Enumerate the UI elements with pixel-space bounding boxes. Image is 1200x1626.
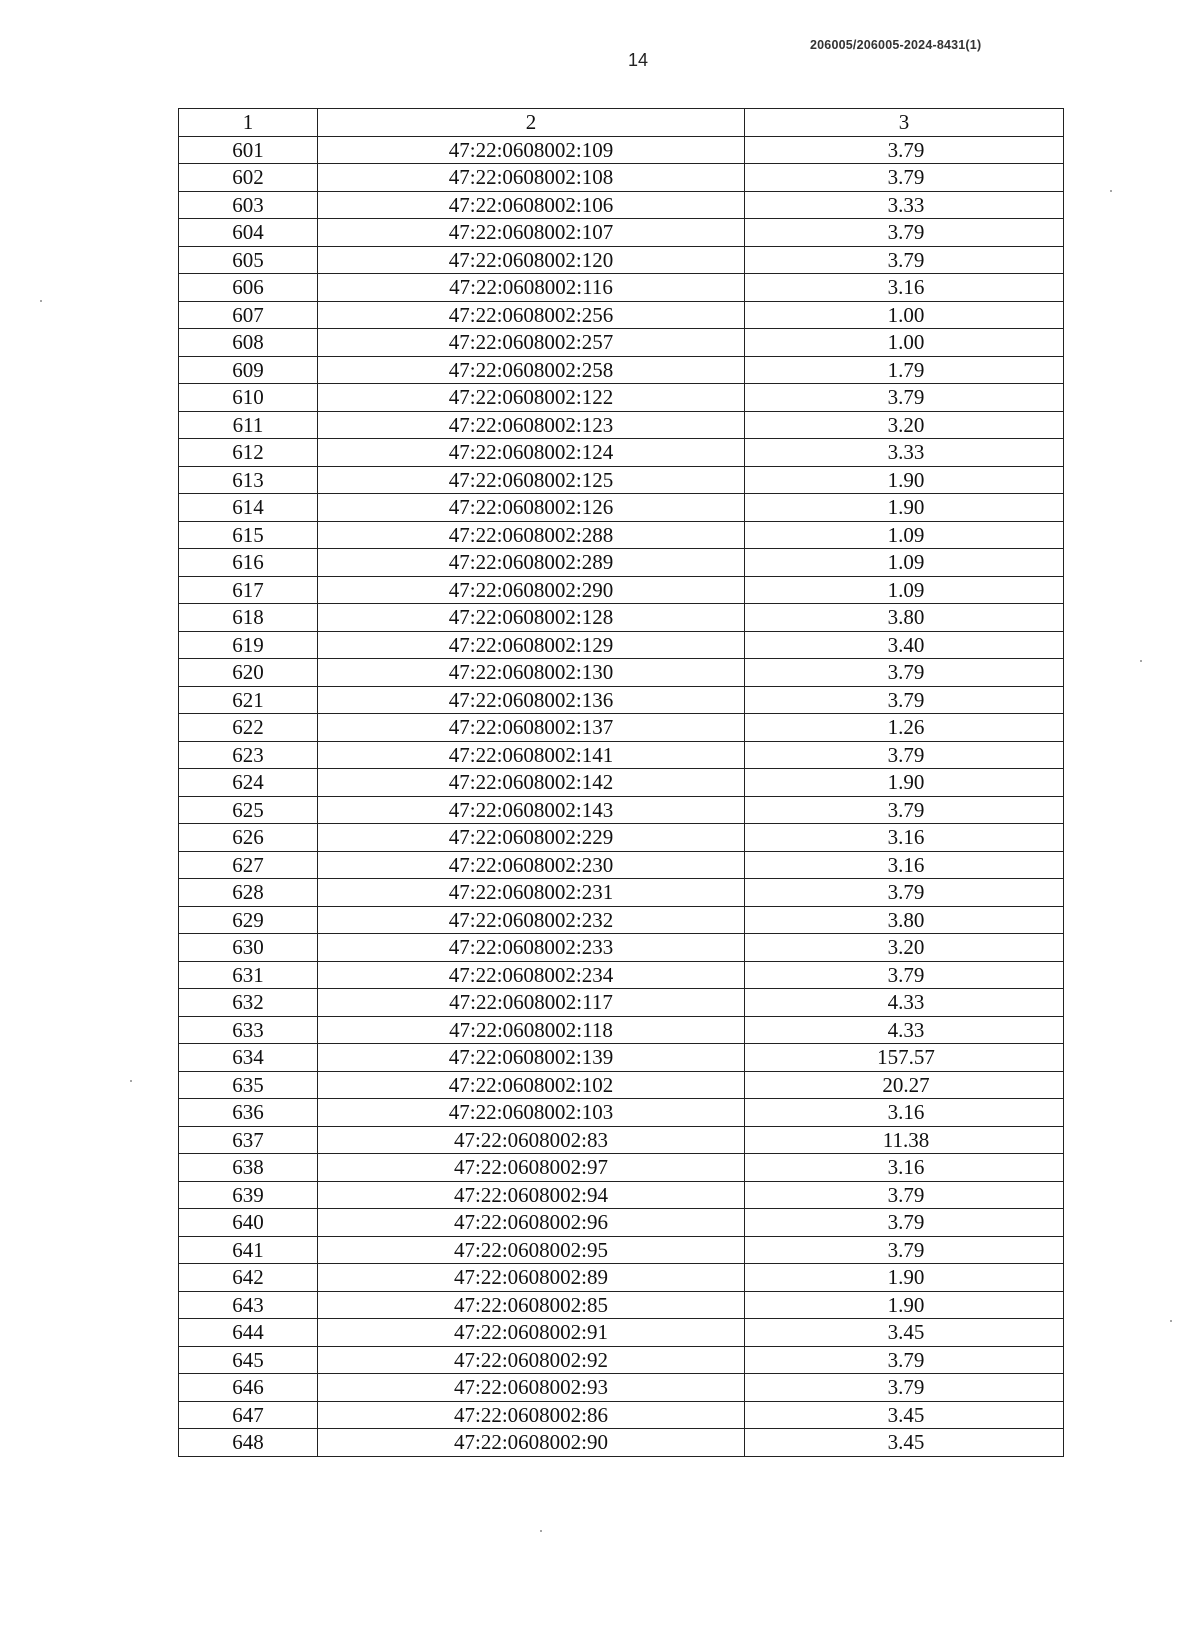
row-number-cell: 623 — [179, 741, 318, 769]
table-row — [179, 274, 1064, 302]
table-row — [179, 576, 1064, 604]
table-row — [179, 989, 1064, 1017]
table-row — [179, 824, 1064, 852]
row-number-cell: 648 — [179, 1429, 318, 1457]
value-cell: 3.40 — [745, 631, 1064, 659]
cadastral-number-cell: 47:22:0608002:136 — [318, 686, 745, 714]
cadastral-number-cell: 47:22:0608002:102 — [318, 1071, 745, 1099]
document-reference: 206005/206005-2024-8431(1) — [810, 38, 982, 52]
value-cell: 3.45 — [745, 1319, 1064, 1347]
cadastral-number-cell: 47:22:0608002:288 — [318, 521, 745, 549]
value-cell: 20.27 — [745, 1071, 1064, 1099]
row-number-cell: 626 — [179, 824, 318, 852]
table-row — [179, 1044, 1064, 1072]
cadastral-number-cell: 47:22:0608002:123 — [318, 411, 745, 439]
scan-speck — [1140, 660, 1142, 662]
value-cell: 1.09 — [745, 576, 1064, 604]
cadastral-number-cell: 47:22:0608002:89 — [318, 1264, 745, 1292]
table-row — [179, 741, 1064, 769]
table-row — [179, 549, 1064, 577]
value-cell: 1.79 — [745, 356, 1064, 384]
table-row — [179, 1016, 1064, 1044]
cadastral-number-cell: 47:22:0608002:128 — [318, 604, 745, 632]
table-row — [179, 1099, 1064, 1127]
value-cell: 3.79 — [745, 741, 1064, 769]
row-number-cell: 601 — [179, 136, 318, 164]
value-cell: 1.90 — [745, 466, 1064, 494]
row-number-cell: 619 — [179, 631, 318, 659]
row-number-cell: 625 — [179, 796, 318, 824]
cadastral-number-cell: 47:22:0608002:83 — [318, 1126, 745, 1154]
value-cell: 3.79 — [745, 164, 1064, 192]
row-number-cell: 633 — [179, 1016, 318, 1044]
cadastral-number-cell: 47:22:0608002:232 — [318, 906, 745, 934]
cadastral-number-cell: 47:22:0608002:116 — [318, 274, 745, 302]
cadastral-number-cell: 47:22:0608002:130 — [318, 659, 745, 687]
value-cell: 3.79 — [745, 961, 1064, 989]
row-number-cell: 622 — [179, 714, 318, 742]
cadastral-number-cell: 47:22:0608002:109 — [318, 136, 745, 164]
value-cell: 3.79 — [745, 246, 1064, 274]
cadastral-number-cell: 47:22:0608002:141 — [318, 741, 745, 769]
table-row — [179, 439, 1064, 467]
cadastral-number-cell: 47:22:0608002:93 — [318, 1374, 745, 1402]
row-number-cell: 647 — [179, 1401, 318, 1429]
row-number-cell: 631 — [179, 961, 318, 989]
cadastral-number-cell: 47:22:0608002:125 — [318, 466, 745, 494]
table-row — [179, 219, 1064, 247]
value-cell: 3.79 — [745, 1374, 1064, 1402]
row-number-cell: 624 — [179, 769, 318, 797]
value-cell: 3.45 — [745, 1401, 1064, 1429]
value-cell: 1.26 — [745, 714, 1064, 742]
cadastral-number-cell: 47:22:0608002:233 — [318, 934, 745, 962]
table-row — [179, 1071, 1064, 1099]
value-cell: 3.79 — [745, 1209, 1064, 1237]
table-row — [179, 521, 1064, 549]
table-row — [179, 879, 1064, 907]
value-cell: 3.20 — [745, 411, 1064, 439]
scan-speck — [130, 1080, 132, 1082]
cadastral-number-cell: 47:22:0608002:124 — [318, 439, 745, 467]
value-cell: 11.38 — [745, 1126, 1064, 1154]
row-number-cell: 613 — [179, 466, 318, 494]
row-number-cell: 608 — [179, 329, 318, 357]
column-header-2: 2 — [318, 109, 745, 137]
table-row — [179, 384, 1064, 412]
row-number-cell: 604 — [179, 219, 318, 247]
row-number-cell: 612 — [179, 439, 318, 467]
table-row — [179, 961, 1064, 989]
table-row — [179, 1291, 1064, 1319]
row-number-cell: 639 — [179, 1181, 318, 1209]
row-number-cell: 607 — [179, 301, 318, 329]
row-number-cell: 611 — [179, 411, 318, 439]
value-cell: 3.16 — [745, 1154, 1064, 1182]
cadastral-number-cell: 47:22:0608002:108 — [318, 164, 745, 192]
value-cell: 3.79 — [745, 1181, 1064, 1209]
value-cell: 4.33 — [745, 989, 1064, 1017]
value-cell: 3.80 — [745, 604, 1064, 632]
row-number-cell: 615 — [179, 521, 318, 549]
row-number-cell: 620 — [179, 659, 318, 687]
table-row — [179, 164, 1064, 192]
cadastral-number-cell: 47:22:0608002:231 — [318, 879, 745, 907]
cadastral-number-cell: 47:22:0608002:290 — [318, 576, 745, 604]
table-row — [179, 1374, 1064, 1402]
cadastral-number-cell: 47:22:0608002:142 — [318, 769, 745, 797]
table-row — [179, 631, 1064, 659]
value-cell: 157.57 — [745, 1044, 1064, 1072]
value-cell: 3.79 — [745, 796, 1064, 824]
row-number-cell: 606 — [179, 274, 318, 302]
value-cell: 3.16 — [745, 824, 1064, 852]
scan-speck — [1110, 190, 1112, 192]
row-number-cell: 629 — [179, 906, 318, 934]
value-cell: 3.20 — [745, 934, 1064, 962]
value-cell: 3.79 — [745, 686, 1064, 714]
table-row — [179, 356, 1064, 384]
cadastral-number-cell: 47:22:0608002:289 — [318, 549, 745, 577]
cadastral-number-cell: 47:22:0608002:122 — [318, 384, 745, 412]
row-number-cell: 616 — [179, 549, 318, 577]
cadastral-number-cell: 47:22:0608002:97 — [318, 1154, 745, 1182]
cadastral-number-cell: 47:22:0608002:117 — [318, 989, 745, 1017]
row-number-cell: 636 — [179, 1099, 318, 1127]
cadastral-number-cell: 47:22:0608002:94 — [318, 1181, 745, 1209]
row-number-cell: 610 — [179, 384, 318, 412]
cadastral-number-cell: 47:22:0608002:230 — [318, 851, 745, 879]
table-row — [179, 494, 1064, 522]
parcel-table — [178, 108, 1064, 1457]
table-row — [179, 1429, 1064, 1457]
value-cell: 3.33 — [745, 439, 1064, 467]
value-cell: 3.16 — [745, 1099, 1064, 1127]
value-cell: 1.90 — [745, 1291, 1064, 1319]
row-number-cell: 635 — [179, 1071, 318, 1099]
value-cell: 3.79 — [745, 219, 1064, 247]
value-cell: 1.09 — [745, 521, 1064, 549]
row-number-cell: 643 — [179, 1291, 318, 1319]
row-number-cell: 640 — [179, 1209, 318, 1237]
row-number-cell: 627 — [179, 851, 318, 879]
row-number-cell: 617 — [179, 576, 318, 604]
value-cell: 4.33 — [745, 1016, 1064, 1044]
cadastral-number-cell: 47:22:0608002:103 — [318, 1099, 745, 1127]
row-number-cell: 602 — [179, 164, 318, 192]
table-body — [179, 136, 1064, 1456]
value-cell: 3.79 — [745, 659, 1064, 687]
cadastral-number-cell: 47:22:0608002:96 — [318, 1209, 745, 1237]
row-number-cell: 609 — [179, 356, 318, 384]
header-row — [179, 109, 1064, 137]
cadastral-number-cell: 47:22:0608002:139 — [318, 1044, 745, 1072]
row-number-cell: 644 — [179, 1319, 318, 1347]
table-row — [179, 1126, 1064, 1154]
table-row — [179, 1319, 1064, 1347]
cadastral-number-cell: 47:22:0608002:143 — [318, 796, 745, 824]
cadastral-number-cell: 47:22:0608002:234 — [318, 961, 745, 989]
scan-speck — [40, 300, 42, 302]
row-number-cell: 614 — [179, 494, 318, 522]
cadastral-number-cell: 47:22:0608002:118 — [318, 1016, 745, 1044]
cadastral-number-cell: 47:22:0608002:107 — [318, 219, 745, 247]
row-number-cell: 642 — [179, 1264, 318, 1292]
value-cell: 1.90 — [745, 769, 1064, 797]
value-cell: 3.79 — [745, 1346, 1064, 1374]
table-header — [179, 109, 1064, 137]
table-row — [179, 1236, 1064, 1264]
cadastral-number-cell: 47:22:0608002:258 — [318, 356, 745, 384]
table-row — [179, 851, 1064, 879]
cadastral-number-cell: 47:22:0608002:95 — [318, 1236, 745, 1264]
value-cell: 1.00 — [745, 301, 1064, 329]
cadastral-number-cell: 47:22:0608002:137 — [318, 714, 745, 742]
table-row — [179, 136, 1064, 164]
table-row — [179, 796, 1064, 824]
page-number: 14 — [628, 50, 649, 70]
cadastral-number-cell: 47:22:0608002:129 — [318, 631, 745, 659]
table-row — [179, 1181, 1064, 1209]
row-number-cell: 618 — [179, 604, 318, 632]
cadastral-number-cell: 47:22:0608002:91 — [318, 1319, 745, 1347]
row-number-cell: 638 — [179, 1154, 318, 1182]
table-row — [179, 466, 1064, 494]
column-header-3: 3 — [745, 109, 1064, 137]
row-number-cell: 621 — [179, 686, 318, 714]
value-cell: 1.90 — [745, 1264, 1064, 1292]
scan-speck — [540, 1530, 542, 1532]
row-number-cell: 646 — [179, 1374, 318, 1402]
column-header-1: 1 — [179, 109, 318, 137]
row-number-cell: 605 — [179, 246, 318, 274]
cadastral-number-cell: 47:22:0608002:257 — [318, 329, 745, 357]
row-number-cell: 634 — [179, 1044, 318, 1072]
table-row — [179, 686, 1064, 714]
cadastral-number-cell: 47:22:0608002:120 — [318, 246, 745, 274]
cadastral-number-cell: 47:22:0608002:126 — [318, 494, 745, 522]
table-row — [179, 934, 1064, 962]
value-cell: 3.33 — [745, 191, 1064, 219]
table-row — [179, 659, 1064, 687]
row-number-cell: 637 — [179, 1126, 318, 1154]
scan-speck — [1170, 1320, 1172, 1322]
table-row — [179, 1209, 1064, 1237]
value-cell: 1.90 — [745, 494, 1064, 522]
table-row — [179, 604, 1064, 632]
value-cell: 3.16 — [745, 851, 1064, 879]
table-row — [179, 1346, 1064, 1374]
cadastral-number-cell: 47:22:0608002:86 — [318, 1401, 745, 1429]
table-row — [179, 769, 1064, 797]
table-row — [179, 1401, 1064, 1429]
table-row — [179, 906, 1064, 934]
value-cell: 3.16 — [745, 274, 1064, 302]
value-cell: 3.79 — [745, 1236, 1064, 1264]
cadastral-number-cell: 47:22:0608002:85 — [318, 1291, 745, 1319]
row-number-cell: 630 — [179, 934, 318, 962]
table-row — [179, 1154, 1064, 1182]
table-row — [179, 1264, 1064, 1292]
cadastral-number-cell: 47:22:0608002:229 — [318, 824, 745, 852]
cadastral-number-cell: 47:22:0608002:256 — [318, 301, 745, 329]
table-row — [179, 714, 1064, 742]
row-number-cell: 603 — [179, 191, 318, 219]
cadastral-number-cell: 47:22:0608002:90 — [318, 1429, 745, 1457]
table-row — [179, 411, 1064, 439]
value-cell: 3.45 — [745, 1429, 1064, 1457]
table-row — [179, 301, 1064, 329]
cadastral-number-cell: 47:22:0608002:106 — [318, 191, 745, 219]
row-number-cell: 632 — [179, 989, 318, 1017]
table-row — [179, 246, 1064, 274]
table-row — [179, 329, 1064, 357]
value-cell: 3.79 — [745, 384, 1064, 412]
row-number-cell: 645 — [179, 1346, 318, 1374]
cadastral-number-cell: 47:22:0608002:92 — [318, 1346, 745, 1374]
table-row — [179, 191, 1064, 219]
value-cell: 1.09 — [745, 549, 1064, 577]
value-cell: 3.80 — [745, 906, 1064, 934]
value-cell: 1.00 — [745, 329, 1064, 357]
value-cell: 3.79 — [745, 136, 1064, 164]
row-number-cell: 641 — [179, 1236, 318, 1264]
value-cell: 3.79 — [745, 879, 1064, 907]
row-number-cell: 628 — [179, 879, 318, 907]
